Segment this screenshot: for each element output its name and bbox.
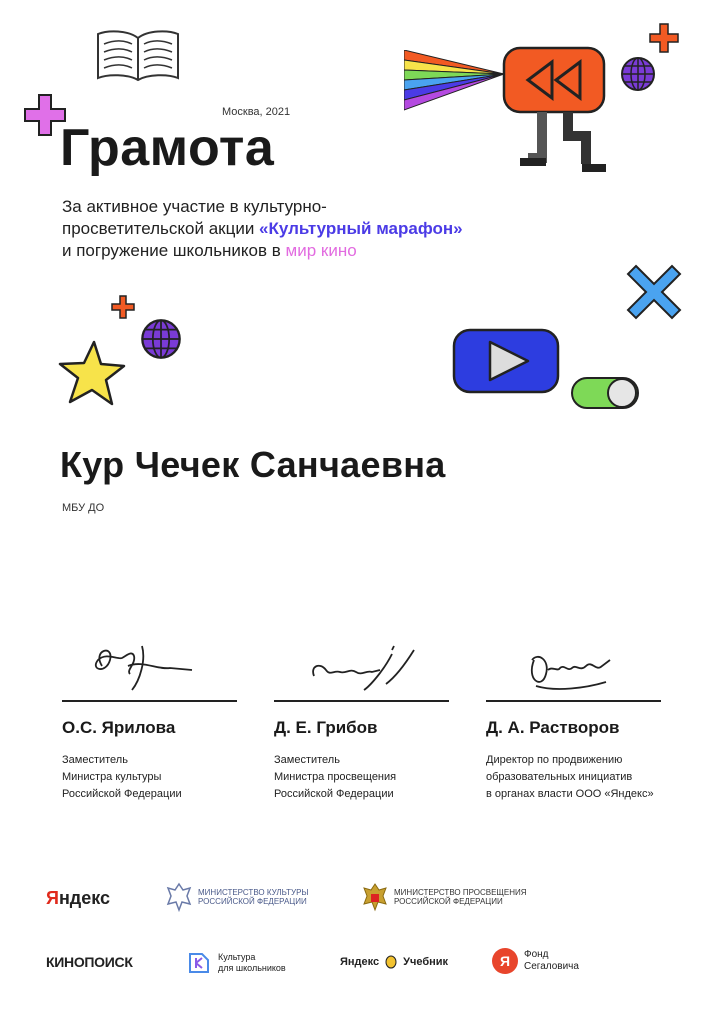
ministry-culture-text: МИНИСТЕРСТВО КУЛЬТУРЫ РОССИЙСКОЙ ФЕДЕРАЦИИ [198,888,309,906]
award-reason [62,196,562,262]
fond-text: Фонд Сегаловича [524,949,579,972]
reason-text: просветительской акции [62,219,260,238]
signature-line [62,700,237,702]
signature-image [274,630,454,700]
topic-highlight: мир кино [285,241,357,260]
document-title: Грамота [60,119,275,177]
signatory-name: Д. А. Растворов [486,718,620,737]
reason-text: За активное участие в культурно- [62,197,327,216]
kultura-logo [186,950,286,976]
reason-line [62,240,562,262]
signatory-name: О.С. Ярилова [62,718,176,737]
plus-icon [110,294,136,320]
coat-of-arms-icon [166,882,192,912]
globe-icon [620,56,656,92]
fond-segalovicha-logo [492,948,579,974]
reason-line [62,218,562,240]
rainbow-beam-icon [404,50,504,112]
rewind-character-icon [502,46,612,176]
coat-of-arms-icon [362,882,388,912]
yandex-logo [46,888,110,909]
signature-image [486,630,686,700]
uchebnik-prefix: Яндекс [340,956,380,968]
ministry-education-text: МИНИСТЕРСТВО ПРОСВЕЩЕНИЯ РОССИЙСКОЙ ФЕДЕРАЦИИ [394,888,527,906]
toggle-switch-icon [570,376,640,410]
signatory-position: Директор по продвижению образовательных инициатив в органах власти ООО «Яндекс» [486,754,654,800]
ministry-culture-logo [166,882,309,912]
recipient-name: Кур Чечек Санчаевна [60,444,446,485]
signatory-name: Д. Е. Грибов [274,718,378,737]
globe-icon [140,318,182,360]
yandex-uchebnik-logo [340,955,448,969]
ministry-education-logo [362,882,527,912]
play-button-icon [452,328,560,394]
signature-line [274,700,449,702]
kinopoisk-logo [46,954,133,970]
yandex-logo-text: ндекс [58,888,111,908]
open-book-icon [94,28,182,82]
kinopoisk-text: КИНОПОИСК [46,954,133,970]
signature-block [62,630,242,803]
kultura-icon [186,950,212,976]
reason-line [62,196,562,218]
signatory-position: Заместитель Министра культуры Российской Федерации [62,754,182,800]
recipient-organization: МБУ ДО [62,502,105,514]
signature-block [486,630,686,803]
plus-icon [648,22,680,54]
owl-icon [385,955,397,969]
city-year: Москва, 2021 [222,106,291,118]
uchebnik-text: Учебник [403,956,449,968]
yandex-logo-letter: Я [46,888,59,908]
signature-block [274,630,454,803]
reason-text: и погружение школьников в [62,241,286,260]
signatory-position: Заместитель Министра просвещения Российской Федерации [274,754,397,800]
star-icon [56,338,126,408]
signature-image [62,630,242,700]
kultura-text: Культура для школьников [218,952,286,973]
cross-icon [624,262,684,322]
signature-line [486,700,661,702]
fond-circle-icon: Я [492,948,518,974]
campaign-name: «Культурный марафон» [259,219,463,238]
